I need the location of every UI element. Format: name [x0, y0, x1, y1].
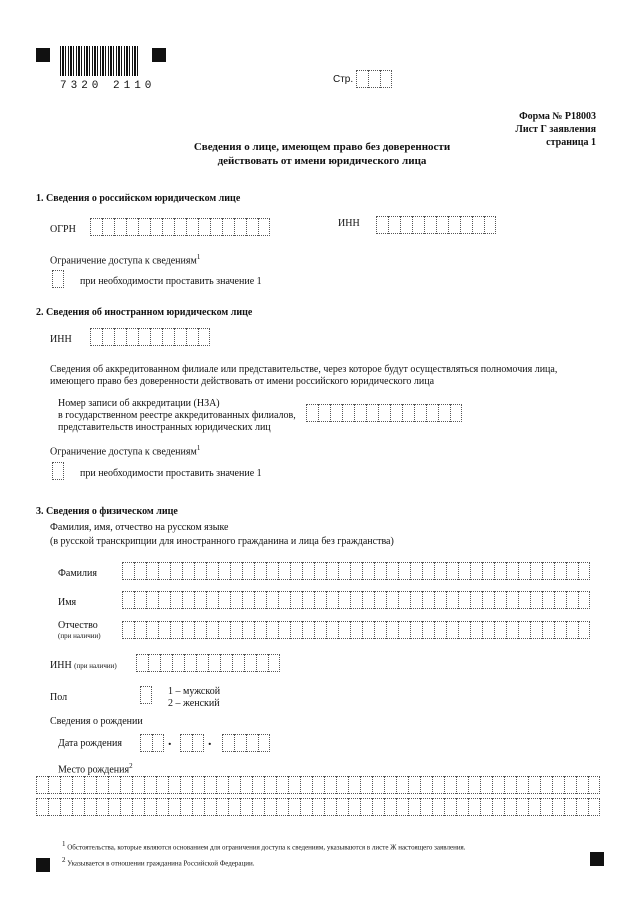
person-inn-text: ИНН [50, 660, 72, 671]
patronymic-note: (при наличии) [58, 632, 101, 640]
footnote-1-mark: 1 [62, 840, 66, 848]
section2-restriction-hint: при необходимости проставить значение 1 [80, 468, 262, 479]
birth-place-sup: 2 [129, 762, 133, 770]
birth-year-field[interactable] [222, 734, 270, 752]
section1-heading: 1. Сведения о российском юридическом лице [36, 193, 241, 204]
gender-field[interactable] [140, 686, 152, 704]
title-line-1: Сведения о лице, имеющем право без доверенности [193, 141, 451, 153]
section2-inn-label: ИНН [50, 334, 72, 345]
section2-restriction-label [50, 444, 200, 457]
name-label: Имя [58, 597, 77, 608]
date-separator-2: . [208, 734, 212, 749]
section1-inn-field[interactable] [376, 216, 496, 234]
name-field[interactable] [122, 591, 590, 609]
birth-place-field-row-2[interactable] [36, 798, 600, 816]
ogrn-field[interactable] [90, 218, 270, 236]
person-inn-label [50, 660, 117, 671]
gender-option-1: 1 – мужской [168, 686, 221, 697]
patronymic-label: Отчество [58, 620, 98, 631]
branch-text-line-2: имеющего право без доверенности действовать от имени российского юридического лица [50, 376, 435, 387]
gender-option-2: 2 – женский [168, 698, 220, 709]
section3-heading: 3. Сведения о физическом лице [36, 506, 178, 517]
form-id [515, 110, 596, 149]
section2-restriction-text: Ограничение доступа к сведениям [50, 446, 197, 458]
section1-restriction-field[interactable] [52, 270, 64, 288]
corner-marker-bottom-left [36, 858, 50, 872]
footnote-1-text: Обстоятельства, которые являются основанием для ограничения доступа к сведениям, указываются в листе Ж настоящего заявления. [67, 843, 466, 852]
section1-restriction-label [50, 253, 200, 266]
fio-line-1: Фамилия, имя, отчество на русском языке [50, 522, 229, 533]
nza-label-line-2: в государственном реестре аккредитованных филиалов, [58, 410, 296, 421]
patronymic-field[interactable] [122, 621, 590, 639]
birth-place-field-row-1[interactable] [36, 776, 600, 794]
birth-info-label: Сведения о рождении [50, 716, 143, 727]
footnote-1 [62, 840, 466, 851]
section2-inn-field[interactable] [90, 328, 210, 346]
section2-restriction-sup: 1 [196, 444, 201, 452]
date-separator-1: . [168, 734, 172, 749]
corner-marker-top-left [36, 48, 50, 62]
barcode [60, 46, 138, 76]
section2-restriction-field[interactable] [52, 462, 64, 480]
sheet-label: Лист Г заявления [515, 124, 596, 135]
section1-restriction-hint: при необходимости проставить значение 1 [80, 276, 262, 287]
surname-label: Фамилия [58, 568, 97, 579]
footnote-2 [62, 856, 255, 867]
page-title [172, 140, 472, 168]
gender-label: Пол [50, 692, 68, 703]
section1-restriction-text: Ограничение доступа к сведениям [50, 255, 197, 267]
surname-field[interactable] [122, 562, 590, 580]
title-line-2: действовать от имени юридического лица [217, 155, 427, 167]
birth-place-text: Место рождения [58, 764, 130, 776]
birth-place-label [58, 762, 133, 775]
birth-month-field[interactable] [180, 734, 204, 752]
section1-inn-label: ИНН [338, 218, 360, 229]
form-number: Форма № Р18003 [519, 111, 596, 122]
footnote-2-mark: 2 [62, 856, 66, 864]
nza-field[interactable] [306, 404, 462, 422]
nza-label-line-1: Номер записи об аккредитации (НЗА) [58, 398, 220, 409]
corner-marker-bottom-right [590, 852, 604, 866]
barcode-number: 7320 2110 [60, 80, 156, 92]
birth-day-field[interactable] [140, 734, 164, 752]
page-number-field[interactable] [356, 70, 392, 88]
person-inn-field[interactable] [136, 654, 280, 672]
birth-date-label: Дата рождения [58, 738, 122, 749]
fio-line-2: (в русской транскрипции для иностранного гражданина и лица без гражданства) [50, 536, 394, 547]
corner-marker-top-right [152, 48, 166, 62]
page-label: Стр. [333, 74, 354, 85]
branch-text-line-1: Сведения об аккредитованном филиале или представительстве, через которое будут осуществляться полномочия лица, [50, 364, 558, 375]
footnote-2-text: Указывается в отношении гражданина Российской Федерации. [67, 859, 255, 868]
person-inn-note: (при наличии) [74, 662, 117, 670]
ogrn-label: ОГРН [50, 224, 76, 235]
nza-label-line-3: представительств иностранных юридических лиц [58, 422, 271, 433]
sheet-page: страница 1 [546, 137, 596, 148]
section1-restriction-sup: 1 [196, 253, 201, 261]
section2-heading: 2. Сведения об иностранном юридическом лице [36, 307, 253, 318]
